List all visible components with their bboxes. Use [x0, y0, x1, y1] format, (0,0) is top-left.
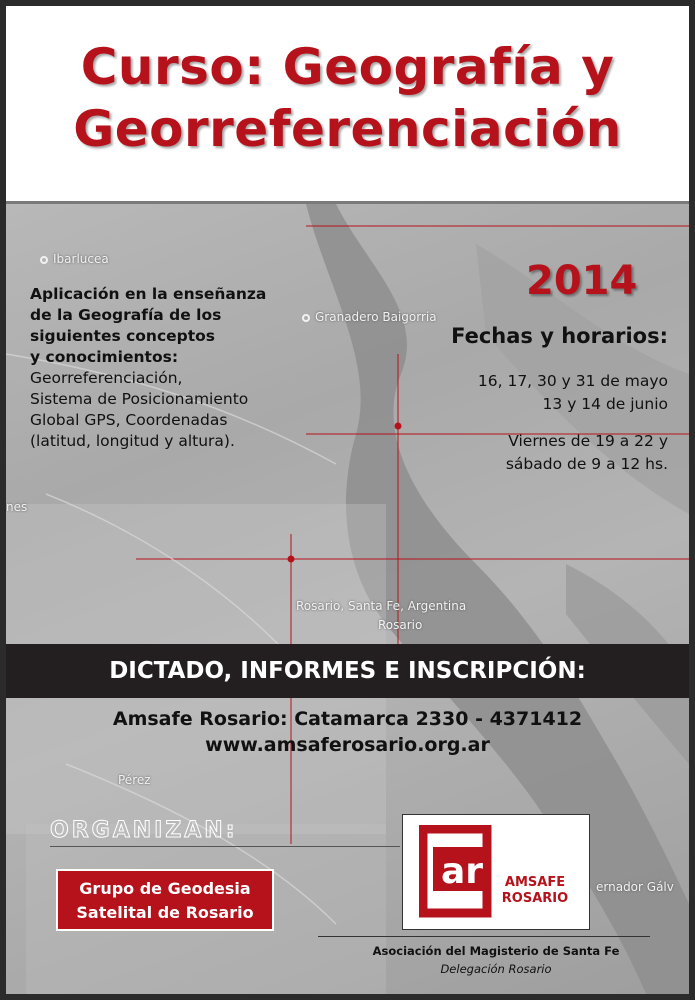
- place-nes: [6, 500, 27, 514]
- place-ibarlucea: [40, 252, 109, 266]
- schedule-dates: [386, 370, 668, 416]
- course-year: 2014: [526, 258, 638, 304]
- description-body-3: Global GPS, Coordenadas: [30, 411, 228, 429]
- logo-name1: AMSAFE: [504, 875, 566, 890]
- schedule-hours: [386, 430, 668, 476]
- schedule-dates-line1: 16, 17, 30 y 31 de mayo: [477, 372, 668, 390]
- place-label: nes: [6, 500, 28, 514]
- place-label: ernador Gálv: [596, 880, 674, 894]
- place-label: Granadero Baigorria: [315, 310, 437, 324]
- organizers-label: ORGANIZAN:: [50, 818, 238, 843]
- description-lead-1: Aplicación en la enseñanza: [30, 285, 267, 303]
- course-title-line1: Curso: Geografía y: [80, 38, 615, 96]
- description-lead-3: siguientes conceptos: [30, 327, 216, 345]
- place-gobernador: [596, 880, 674, 894]
- contact-address: Amsafe Rosario: Catamarca 2330 - 4371412: [112, 708, 583, 730]
- logo-name2: ROSARIO: [501, 891, 569, 906]
- header: [6, 6, 689, 204]
- place-label: Rosario, Santa Fe, Argentina: [296, 599, 467, 613]
- schedule-hours-line2: sábado de 9 a 12 hs.: [505, 455, 668, 473]
- assoc-divider: [318, 936, 650, 937]
- organizers-divider: [50, 846, 400, 847]
- place-marker-icon: [40, 256, 48, 264]
- schedule-title: Fechas y horarios:: [451, 324, 668, 348]
- place-label: Ibarlucea: [53, 252, 109, 266]
- contact-website[interactable]: www.amsaferosario.org.ar: [205, 734, 490, 756]
- description-lead-2: de la Geografía de los: [30, 306, 222, 324]
- registration-banner: DICTADO, INFORMES E INSCRIPCIÓN:: [6, 644, 689, 698]
- place-perez: [118, 773, 151, 787]
- amsafe-logo-icon: [419, 825, 499, 921]
- place-label: Rosario: [378, 618, 423, 632]
- place-rosario-full: [296, 599, 466, 613]
- amsafe-logo: [402, 814, 590, 930]
- description-body-1: Georreferenciación,: [30, 369, 183, 387]
- schedule-hours-line1: Viernes de 19 a 22 y: [508, 432, 668, 450]
- place-label: Pérez: [118, 773, 151, 787]
- course-title: [6, 36, 689, 160]
- course-description: [30, 284, 330, 452]
- description-body-2: Sistema de Posicionamiento: [30, 390, 249, 408]
- place-rosario: [378, 618, 422, 632]
- assoc-name: Asociación del Magisterio de Santa Fe: [372, 944, 620, 958]
- schedule-dates-line2: 13 y 14 de junio: [542, 395, 668, 413]
- poster-frame: [6, 6, 689, 994]
- course-title-line2: Georreferenciación: [73, 100, 622, 158]
- description-body-4: (latitud, longitud y altura).: [30, 432, 235, 450]
- geodesia-line1: Grupo de Geodesia: [79, 879, 251, 898]
- geodesia-badge: [56, 869, 274, 931]
- assoc-delegation: Delegación Rosario: [440, 962, 552, 976]
- geodesia-line2: Satelital de Rosario: [76, 903, 254, 922]
- logo-mark: ar: [440, 851, 484, 892]
- description-lead-4: y conocimientos:: [30, 348, 179, 366]
